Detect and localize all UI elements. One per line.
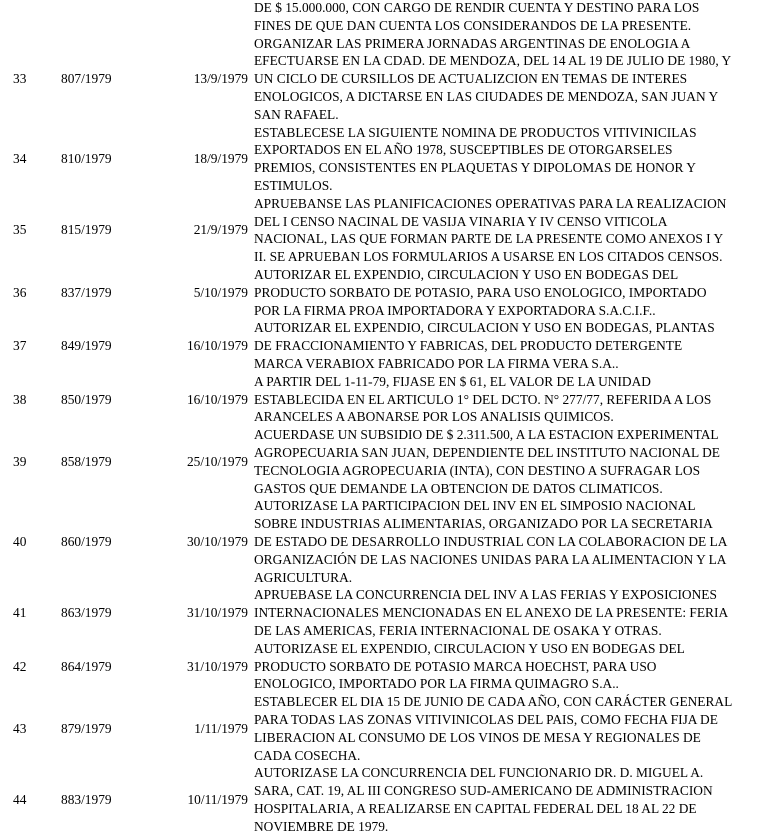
row-number: 35 (13, 222, 27, 238)
row-number: 39 (13, 453, 27, 469)
row-number: 44 (13, 792, 27, 808)
description-line: SOBRE INDUSTRIAS ALIMENTARIAS, ORGANIZADO POR LA SECRETARIA (254, 516, 713, 532)
resolution-number: 883/1979 (61, 792, 112, 808)
table-row (0, 319, 757, 372)
description-line: NOVIEMBRE DE 1979. (254, 818, 389, 834)
description-line: ESTABLECIDA EN EL ARTICULO 1° DEL DCTO. N° 277/77, REFERIDA A LOS (254, 391, 712, 407)
description-line: ARANCELES A ABONARSE POR LOS ANALISIS QUIMICOS. (254, 409, 614, 425)
description-line: MARCA VERABIOX FABRICADO POR LA FIRMA VERA S.A.. (254, 355, 619, 371)
resolution-number: 849/1979 (61, 338, 112, 354)
resolution-date: 5/10/1979 (193, 284, 248, 300)
table-row (0, 373, 757, 426)
resolution-description (254, 764, 754, 835)
resolution-number: 837/1979 (61, 284, 112, 300)
description-line: DE FRACCIONAMIENTO Y FABRICAS, DEL PRODUCTO DETERGENTE (254, 338, 683, 354)
table-row (0, 497, 757, 586)
table-row (0, 586, 757, 639)
description-line: ENOLOGICO, IMPORTADO POR LA FIRMA QUIMAGRO S.A.. (254, 676, 619, 692)
resolution-number: 810/1979 (61, 151, 112, 167)
description-line: A PARTIR DEL 1-11-79, FIJASE EN $ 61, EL VALOR DE LA UNIDAD (254, 373, 651, 389)
description-line: SARA, CAT. 19, AL III CONGRESO SUD-AMERICANO DE ADMINISTRACION (254, 783, 713, 799)
description-line: GASTOS QUE DEMANDE LA OBTENCION DE DATOS CLIMATICOS. (254, 480, 663, 496)
resolution-description (254, 266, 754, 319)
description-line: ESTIMULOS. (254, 177, 333, 193)
resolution-date: 10/11/1979 (187, 792, 248, 808)
description-line: SAN RAFAEL. (254, 106, 339, 122)
resolution-number: 850/1979 (61, 391, 112, 407)
resolution-date: 31/10/1979 (186, 658, 248, 674)
description-line: AUTORIZAR EL EXPENDIO, CIRCULACION Y USO EN BODEGAS, PLANTAS (254, 320, 715, 336)
resolution-date: 13/9/1979 (193, 71, 248, 87)
description-line: PRODUCTO SORBATO DE POTASIO, PARA USO ENOLOGICO, IMPORTADO (254, 284, 707, 300)
resolution-number: 858/1979 (61, 453, 112, 469)
description-line: NACIONAL, LAS QUE FORMAN PARTE DE LA PRESENTE COMO ANEXOS I Y (254, 231, 724, 247)
description-line: AUTORIZAR EL EXPENDIO, CIRCULACION Y USO EN BODEGAS DEL (254, 267, 679, 282)
resolution-date: 18/9/1979 (193, 151, 248, 167)
description-line: APRUEBASE LA CONCURRENCIA DEL INV A LAS FERIAS Y EXPOSICIONES (254, 587, 717, 603)
resolution-number: 807/1979 (61, 71, 112, 87)
description-line: AUTORIZASE LA CONCURRENCIA DEL FUNCIONARIO DR. D. MIGUEL A. (254, 765, 704, 781)
row-number: 43 (13, 720, 27, 736)
table-row (0, 35, 757, 124)
row-number: 34 (13, 151, 27, 167)
table-row (0, 124, 757, 195)
continued-description (254, 0, 754, 35)
resolution-description (254, 195, 754, 266)
resolution-date: 30/10/1979 (186, 533, 248, 549)
description-line: EFECTUARSE EN LA CDAD. DE MENDOZA, DEL 14 AL 19 DE JULIO DE 1980, Y (254, 53, 732, 69)
description-line: DE ESTADO DE DESARROLLO INDUSTRIAL CON LA COLABORACION DE LA (254, 533, 728, 549)
resolution-description (254, 319, 754, 372)
resolution-number: 860/1979 (61, 533, 112, 549)
table-row (0, 195, 757, 266)
intro-line: FINES DE QUE DAN CUENTA LOS CONSIDERANDOS DE LA PRESENTE. (254, 17, 692, 33)
row-number: 36 (13, 284, 27, 300)
description-line: DE LAS AMERICAS, FERIA INTERNACIONAL DE OSAKA Y OTRAS. (254, 622, 662, 638)
description-line: PREMIOS, CONSISTENTES EN PLAQUETAS Y DIPOLOMAS DE HONOR Y (254, 160, 696, 176)
description-line: INTERNACIONALES MENCIONADAS EN EL ANEXO DE LA PRESENTE: FERIA (254, 605, 729, 621)
description-line: CADA COSECHA. (254, 747, 361, 763)
description-line: DEL I CENSO NACINAL DE VASIJA VINARIA Y IV CENSO VITICOLA (254, 213, 668, 229)
description-line: AUTORIZASE EL EXPENDIO, CIRCULACION Y USO EN BODEGAS DEL (254, 640, 685, 656)
description-line: AGRICULTURA. (254, 569, 353, 585)
row-number: 37 (13, 338, 27, 354)
description-line: AUTORIZASE LA PARTICIPACION DEL INV EN EL SIMPOSIO NACIONAL (254, 498, 696, 514)
resolution-date: 1/11/1979 (194, 720, 248, 736)
description-line: TECNOLOGIA AGROPECUARIA (INTA), CON DESTINO A SUFRAGAR LOS (254, 462, 701, 478)
table-row (0, 640, 757, 693)
resolution-description (254, 124, 754, 195)
row-number: 33 (13, 71, 27, 87)
row-number: 40 (13, 533, 27, 549)
description-line: AGROPECUARIA SAN JUAN, DEPENDIENTE DEL INSTITUTO NACIONAL DE (254, 444, 720, 460)
table-row (0, 426, 757, 497)
description-line: APRUEBANSE LAS PLANIFICACIONES OPERATIVAS PARA LA REALIZACION (254, 195, 727, 211)
resolution-description (254, 426, 754, 497)
resolution-number: 863/1979 (61, 605, 112, 621)
description-line: ESTABLECESE LA SIGUIENTE NOMINA DE PRODUCTOS VITIVINICILAS (254, 124, 697, 140)
resolution-description (254, 35, 754, 124)
row-number: 38 (13, 391, 27, 407)
resolution-number: 879/1979 (61, 720, 112, 736)
description-line: ORGANIZACIÓN DE LAS NACIONES UNIDAS PARA LA ALIMENTACION Y LA (254, 551, 727, 567)
resolution-date: 21/9/1979 (193, 222, 248, 238)
resolution-date: 31/10/1979 (186, 605, 248, 621)
table-row (0, 266, 757, 319)
resolution-description (254, 373, 754, 426)
description-line: ENOLOGICOS, A DICTARSE EN LAS CIUDADES DE MENDOZA, SAN JUAN Y (254, 88, 719, 104)
description-line: ACUERDASE UN SUBSIDIO DE $ 2.311.500, A LA ESTACION EXPERIMENTAL (254, 427, 719, 443)
row-number: 42 (13, 658, 27, 674)
description-line: EXPORTADOS EN EL AÑO 1978, SUSCEPTIBLES DE OTORGARSELES (254, 142, 673, 158)
description-line: PARA TODAS LAS ZONAS VITIVINICOLAS DEL PAIS, COMO FECHA FIJA DE (254, 711, 718, 727)
description-line: UN CICLO DE CURSILLOS DE ACTUALIZCION EN TEMAS DE INTERES (254, 71, 688, 87)
resolution-number: 815/1979 (61, 222, 112, 238)
resolution-description (254, 497, 754, 586)
resolution-date: 25/10/1979 (186, 453, 248, 469)
description-line: LIBERACION AL CONSUMO DE LOS VINOS DE MESA Y REGIONALES DE (254, 729, 701, 745)
description-line: POR LA FIRMA PROA IMPORTADORA Y EXPORTADORA S.A.C.I.F.. (254, 302, 656, 318)
resolution-date: 16/10/1979 (186, 391, 248, 407)
resolution-date: 16/10/1979 (186, 338, 248, 354)
description-line: II. SE APRUEBAN LOS FORMULARIOS A USARSE EN LOS CITADOS CENSOS. (254, 249, 723, 265)
description-line: ESTABLECER EL DIA 15 DE JUNIO DE CADA AÑO, CON CARÁCTER GENERAL (254, 694, 733, 710)
resolution-description (254, 586, 754, 639)
resolution-description (254, 640, 754, 693)
row-number: 41 (13, 605, 27, 621)
intro-line: DE $ 15.000.000, CON CARGO DE RENDIR CUENTA Y DESTINO PARA LOS (254, 0, 700, 15)
description-line: PRODUCTO SORBATO DE POTASIO MARCA HOECHST, PARA USO (254, 658, 657, 674)
table-row (0, 764, 757, 835)
resolution-description (254, 693, 754, 764)
resolution-number: 864/1979 (61, 658, 112, 674)
description-line: HOSPITALARIA, A REALIZARSE EN CAPITAL FEDERAL DEL 18 AL 22 DE (254, 800, 697, 816)
table-row (0, 693, 757, 764)
description-line: ORGANIZAR LAS PRIMERA JORNADAS ARGENTINAS DE ENOLOGIA A (254, 35, 691, 51)
